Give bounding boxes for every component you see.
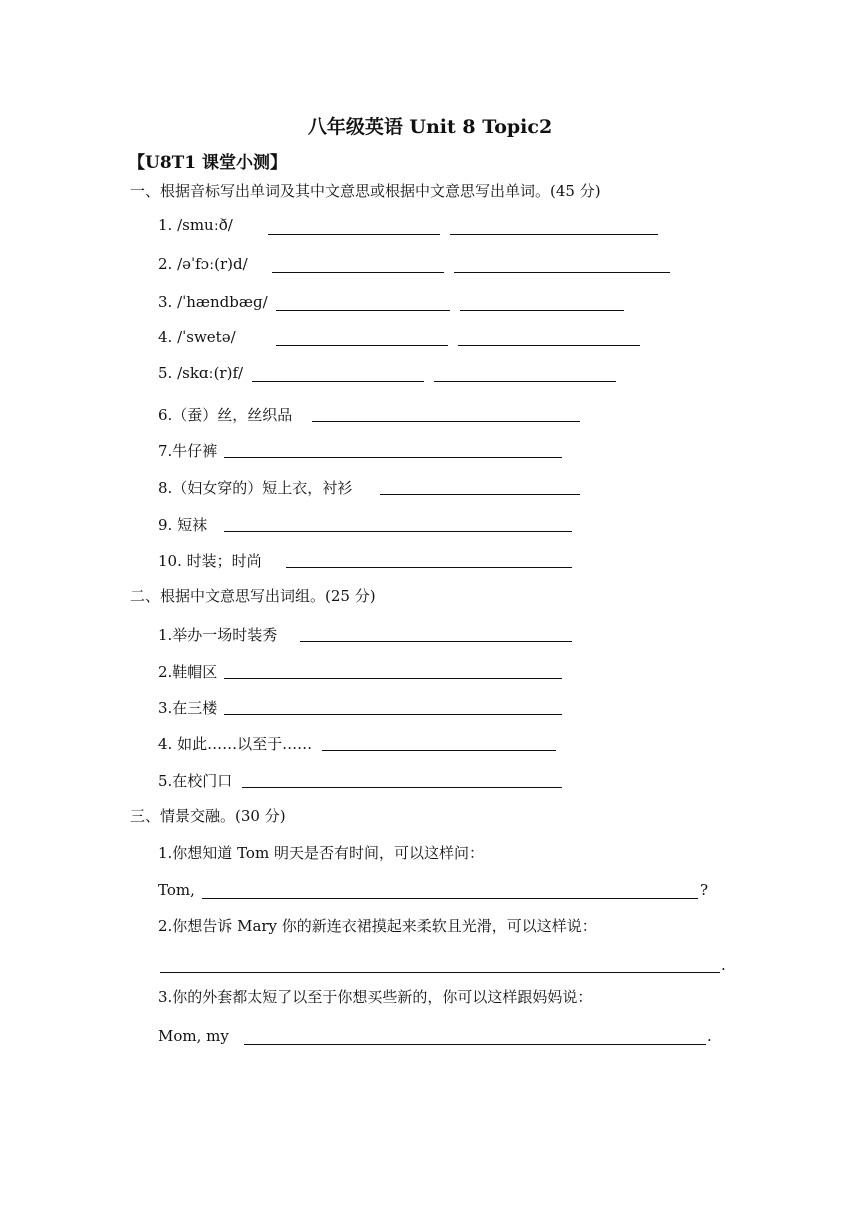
answer-blank-6[interactable] bbox=[312, 421, 580, 422]
answer-blank-8[interactable] bbox=[380, 494, 580, 495]
situation-3-suffix: . bbox=[707, 1027, 712, 1045]
section-2-heading: 二、根据中文意思写出词组。(25 分) bbox=[130, 587, 376, 605]
section-1-heading: 一、根据音标写出单词及其中文意思或根据中文意思写出单词。(45 分) bbox=[130, 182, 601, 200]
phrase-blank-3[interactable] bbox=[224, 714, 562, 715]
quiz-subtitle: 【U8T1 课堂小测】 bbox=[128, 153, 288, 173]
answer-blank-7[interactable] bbox=[224, 457, 562, 458]
phrase-blank-5[interactable] bbox=[242, 787, 562, 788]
phrase-item-3: 3.在三楼 bbox=[158, 699, 218, 717]
answer-blank-3a[interactable] bbox=[276, 310, 450, 311]
situation-1-suffix: ? bbox=[700, 881, 709, 899]
phrase-item-4: 4. 如此……以至于…… bbox=[158, 735, 313, 753]
situation-blank-3[interactable] bbox=[244, 1044, 706, 1045]
chinese-item-8: 8.（妇女穿的）短上衣，衬衫 bbox=[158, 479, 353, 497]
situation-3-prefix: Mom, my bbox=[158, 1027, 229, 1045]
phonetic-item-3: 3. /ˈhændbæɡ/ bbox=[158, 293, 268, 311]
chinese-item-6: 6.（蚕）丝，丝织品 bbox=[158, 406, 293, 424]
phonetic-item-5: 5. /skɑː(r)f/ bbox=[158, 364, 244, 382]
situation-2-suffix: . bbox=[721, 956, 726, 974]
situation-question-3: 3.你的外套都太短了以至于你想买些新的，你可以这样跟妈妈说： bbox=[158, 988, 593, 1006]
page-title: 八年级英语 Unit 8 Topic2 bbox=[307, 116, 553, 138]
answer-blank-5a[interactable] bbox=[252, 381, 424, 382]
phrase-item-1: 1.举办一场时装秀 bbox=[158, 626, 278, 644]
section-3-heading: 三、情景交融。(30 分) bbox=[130, 807, 286, 825]
answer-blank-1b[interactable] bbox=[450, 234, 658, 235]
answer-blank-2a[interactable] bbox=[272, 272, 444, 273]
answer-blank-3b[interactable] bbox=[460, 310, 624, 311]
answer-blank-4b[interactable] bbox=[458, 345, 640, 346]
situation-blank-1[interactable] bbox=[202, 898, 698, 899]
answer-blank-1a[interactable] bbox=[268, 234, 440, 235]
answer-blank-2b[interactable] bbox=[454, 272, 670, 273]
answer-blank-9[interactable] bbox=[224, 531, 572, 532]
chinese-item-9: 9. 短袜 bbox=[158, 516, 208, 534]
phrase-blank-2[interactable] bbox=[224, 678, 562, 679]
situation-question-1: 1.你想知道 Tom 明天是否有时间，可以这样问： bbox=[158, 844, 484, 862]
situation-question-2: 2.你想告诉 Mary 你的新连衣裙摸起来柔软且光滑，可以这样说： bbox=[158, 917, 597, 935]
phrase-blank-1[interactable] bbox=[300, 641, 572, 642]
phrase-blank-4[interactable] bbox=[322, 750, 556, 751]
phrase-item-2: 2.鞋帽区 bbox=[158, 663, 218, 681]
phonetic-item-2: 2. /əˈfɔː(r)d/ bbox=[158, 255, 248, 273]
phonetic-item-4: 4. /ˈswetə/ bbox=[158, 328, 236, 346]
situation-blank-2[interactable] bbox=[160, 972, 720, 973]
situation-1-prefix: Tom, bbox=[158, 881, 195, 899]
chinese-item-10: 10. 时装；时尚 bbox=[158, 552, 262, 570]
answer-blank-10[interactable] bbox=[286, 567, 572, 568]
phrase-item-5: 5.在校门口 bbox=[158, 772, 233, 790]
answer-blank-5b[interactable] bbox=[434, 381, 616, 382]
phonetic-item-1: 1. /smuːð/ bbox=[158, 216, 233, 234]
chinese-item-7: 7.牛仔裤 bbox=[158, 442, 218, 460]
answer-blank-4a[interactable] bbox=[276, 345, 448, 346]
